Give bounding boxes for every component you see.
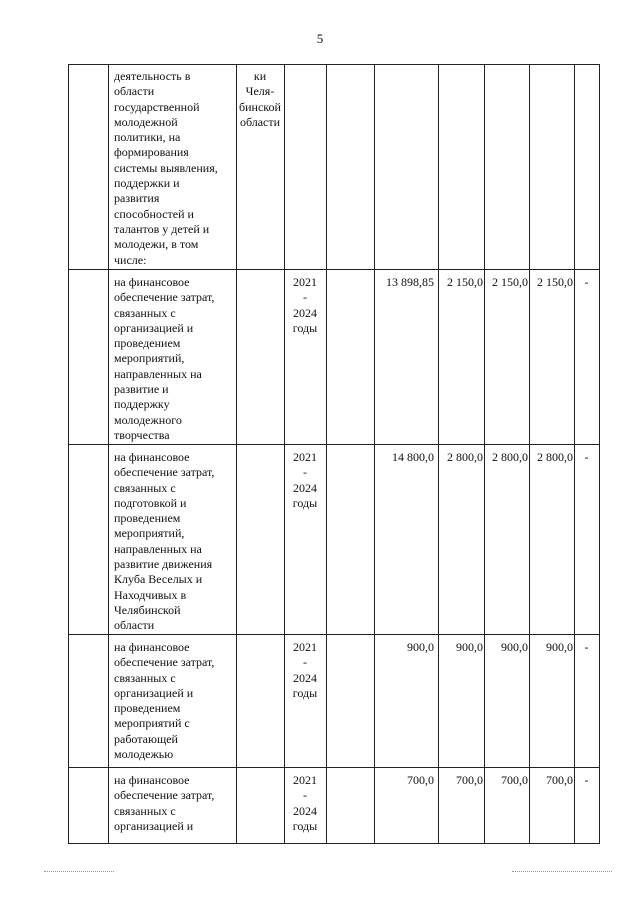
table-border — [326, 64, 327, 844]
table-border — [68, 843, 600, 844]
scan-artifact — [44, 871, 114, 873]
total-amount: 700,0 — [407, 773, 434, 787]
period-cell: 2021 - 2024 годы — [292, 450, 318, 510]
amount-2022: 900,0 — [456, 640, 483, 654]
total-amount: 900,0 — [407, 640, 434, 654]
amount-2023: 2 800,0 — [492, 450, 528, 464]
activity-description: на финансовое обеспечение затрат, связанных с организацией и — [114, 773, 215, 833]
table-border — [599, 64, 600, 844]
last-column-value: - — [584, 450, 589, 464]
last-column-value: - — [584, 773, 589, 787]
table-border — [68, 444, 600, 445]
activity-description: на финансовое обеспечение затрат, связанных с организацией и проведением мероприятий, направленных на развитие и поддержку молодежного творчества — [114, 275, 215, 442]
amount-2022: 2 150,0 — [447, 275, 483, 289]
last-column-value: - — [584, 275, 589, 289]
activity-description: деятельность в области государственной молодежной политики, на формирования системы выявления, поддержки и развития способностей и талантов у детей и молодежи, в том числе: — [114, 69, 218, 267]
amount-2023: 700,0 — [501, 773, 528, 787]
amount-2023: 2 150,0 — [492, 275, 528, 289]
table-border — [68, 64, 69, 844]
total-amount: 13 898,85 — [386, 275, 434, 289]
period-cell: 2021 - 2024 годы — [292, 773, 318, 833]
table-border — [108, 64, 109, 844]
table-border — [68, 64, 600, 65]
activity-description: на финансовое обеспечение затрат, связанных с организацией и проведением мероприятий с работающей молодежью — [114, 640, 215, 762]
activity-description: на финансовое обеспечение затрат, связанных с подготовкой и проведением мероприятий, направленных на развитие движения Клуба Веселых и Находчивых в Челябинской области — [114, 450, 215, 633]
page-number: 5 — [316, 31, 324, 46]
amount-2024: 2 800,0 — [537, 450, 573, 464]
table-border — [68, 634, 600, 635]
last-column-value: - — [584, 640, 589, 654]
scan-artifact — [512, 871, 612, 873]
amount-2024: 900,0 — [546, 640, 573, 654]
executor-cell: ки Челя- бинской области — [239, 69, 281, 129]
total-amount: 14 800,0 — [392, 450, 434, 464]
amount-2024: 700,0 — [546, 773, 573, 787]
table-border — [68, 269, 600, 270]
table-border — [68, 767, 600, 768]
table-border — [236, 64, 237, 844]
amount-2023: 900,0 — [501, 640, 528, 654]
period-cell: 2021 - 2024 годы — [292, 275, 318, 335]
amount-2022: 700,0 — [456, 773, 483, 787]
period-cell: 2021 - 2024 годы — [292, 640, 318, 700]
budget-table — [68, 64, 600, 844]
amount-2022: 2 800,0 — [447, 450, 483, 464]
amount-2024: 2 150,0 — [537, 275, 573, 289]
